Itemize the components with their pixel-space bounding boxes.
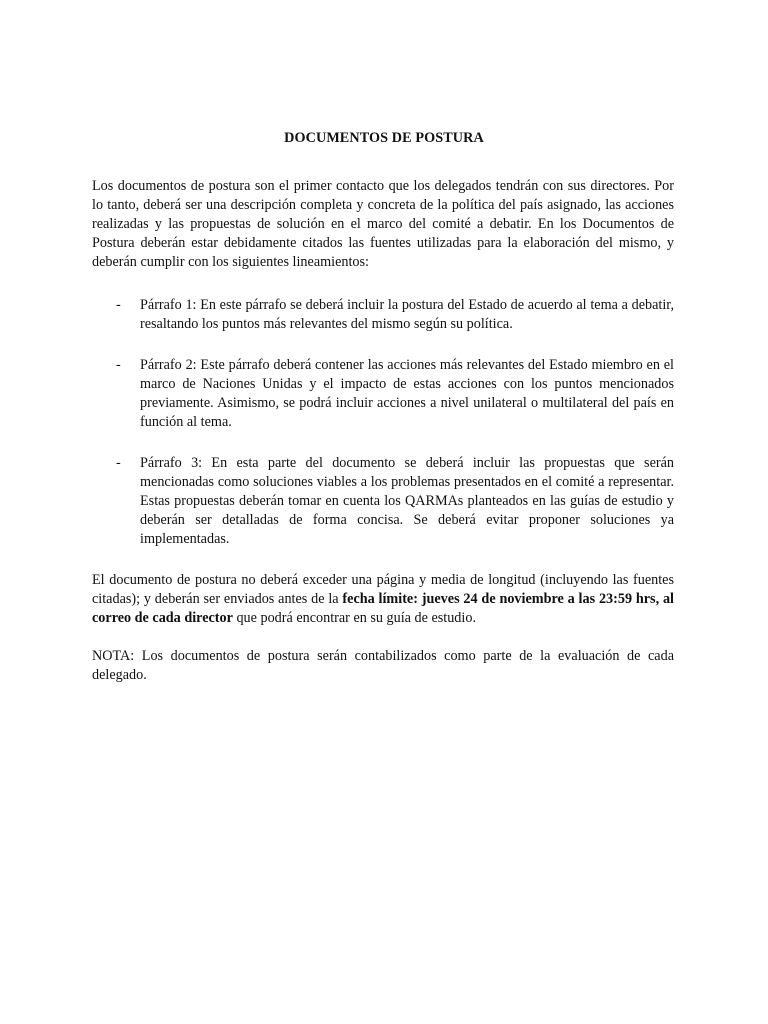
list-item-text: Párrafo 3: En esta parte del documento se deberá incluir las propuestas que serán mencionadas como soluciones viables a los problemas presentados en el comité a representar. Estas propuestas deberán tomar en cuenta los QARMAs planteados en las guías de estudio y deberán ser detalladas de forma concisa. Se deberá evitar proponer soluciones ya implementadas. — [140, 455, 674, 547]
list-item — [92, 454, 674, 549]
closing-paragraph — [92, 571, 674, 628]
list-item — [92, 296, 674, 334]
closing-text-after: que podrá encontrar en su guía de estudio. — [232, 610, 476, 626]
bullet-dash: - — [116, 297, 121, 313]
list-item — [92, 356, 674, 432]
closing-text-before: El documento de postura no deberá exceder una página y media de longitud (incluyendo las fuentes citadas); y deberán ser enviados antes de la — [92, 572, 674, 607]
bullet-dash: - — [116, 455, 121, 471]
document-title: DOCUMENTOS DE POSTURA — [284, 130, 484, 146]
list-item-text: Párrafo 2: Este párrafo deberá contener las acciones más relevantes del Estado miembro en el marco de Naciones Unidas y el impacto de estas acciones con los puntos mencionados previamente. Asimismo, se podrá incluir acciones a nivel unilateral o multilateral del país en función al tema. — [140, 357, 674, 430]
note-paragraph: NOTA: Los documentos de postura serán contabilizados como parte de la evaluación de cada delegado. — [92, 648, 674, 683]
list-item-text: Párrafo 1: En este párrafo se deberá incluir la postura del Estado de acuerdo al tema a debatir, resaltando los puntos más relevantes del mismo según su política. — [140, 297, 674, 332]
document-body — [92, 177, 674, 685]
bullet-dash: - — [116, 357, 121, 373]
intro-paragraph: Los documentos de postura son el primer contacto que los delegados tendrán con sus directores. Por lo tanto, deberá ser una descripción completa y concreta de la política del país asignado, las acciones realizadas y las propuestas de solución en el marco del comité a debatir. En los Documentos de Postura deberán estar debidamente citados las fuentes utilizadas para la elaboración del mismo, y deberán cumplir con los siguientes lineamientos: — [92, 178, 674, 270]
guidelines-list — [92, 296, 674, 549]
deadline-emphasis: fecha límite: jueves 24 de noviembre a las 23:59 hrs, al correo de cada director — [92, 591, 674, 626]
